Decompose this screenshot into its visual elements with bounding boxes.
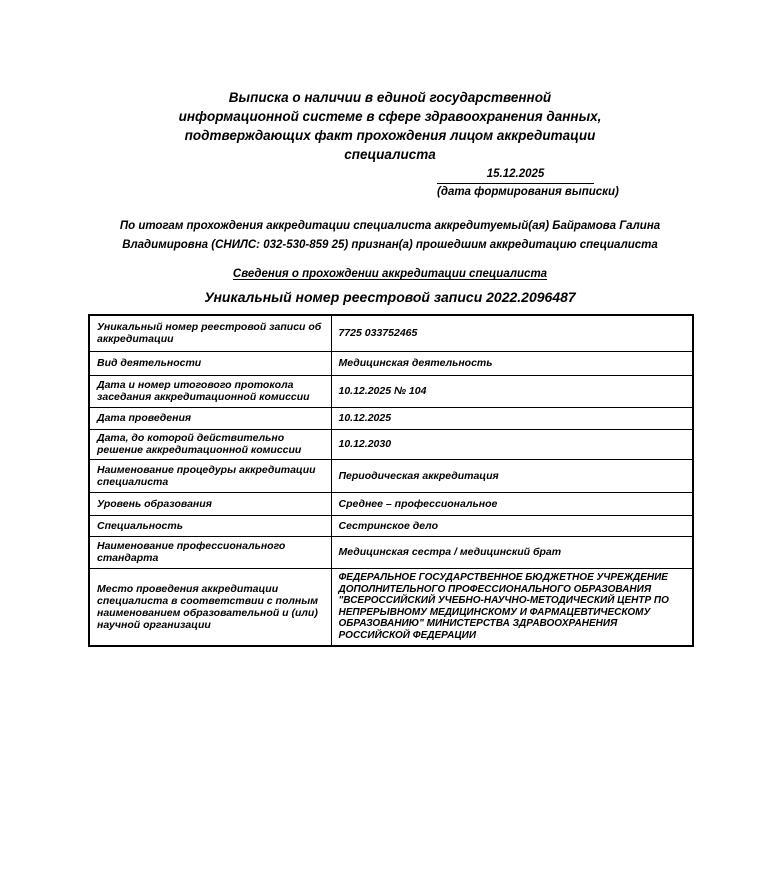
- row-value: 7725 033752465: [331, 315, 693, 351]
- row-label: Наименование процедуры аккредитации специалиста: [89, 459, 331, 492]
- table-row: [89, 407, 693, 429]
- extract-date-block: [437, 168, 619, 198]
- document-title: Выписка о наличии в единой государственной информационной системе в сфере здравоохранения данных, подтверждающих факт прохождения лицом аккредитации специалиста: [178, 90, 602, 162]
- table-row: [89, 568, 693, 646]
- row-label: Уровень образования: [89, 492, 331, 515]
- registry-number-heading: Уникальный номер реестровой записи 2022.2096487: [204, 289, 576, 305]
- row-label: Наименование профессионального стандарта: [89, 536, 331, 568]
- row-value: 10.12.2025: [331, 407, 693, 429]
- row-label: Место проведения аккредитации специалиста в соответствии с полным наименованием образовательной и (или) научной организации: [89, 568, 331, 646]
- row-value: Периодическая аккредитация: [331, 459, 693, 492]
- row-value: Медицинская сестра / медицинский брат: [331, 536, 693, 568]
- accreditation-table: [88, 314, 694, 647]
- row-value: Сестринское дело: [331, 515, 693, 536]
- table-row: [89, 351, 693, 375]
- row-value: Среднее – профессиональное: [331, 492, 693, 515]
- row-label: Дата, до которой действительно решение аккредитационной комиссии: [89, 429, 331, 459]
- table-row: [89, 459, 693, 492]
- section-subtitle: Сведения о прохождении аккредитации специалиста: [232, 268, 548, 280]
- row-label: Вид деятельности: [89, 351, 331, 375]
- table-row: [89, 429, 693, 459]
- table-row: [89, 375, 693, 407]
- row-value: Медицинская деятельность: [331, 351, 693, 375]
- table-row: [89, 515, 693, 536]
- extract-date: 15.12.2025: [437, 168, 594, 184]
- row-label: Дата проведения: [89, 407, 331, 429]
- table-row: [89, 315, 693, 351]
- row-value: 10.12.2025 № 104: [331, 375, 693, 407]
- row-label: Уникальный номер реестровой записи об аккредитации: [89, 315, 331, 351]
- table-row: [89, 536, 693, 568]
- row-label: Дата и номер итогового протокола заседания аккредитационной комиссии: [89, 375, 331, 407]
- table-row: [89, 492, 693, 515]
- row-label: Специальность: [89, 515, 331, 536]
- row-value: 10.12.2030: [331, 429, 693, 459]
- row-value: ФЕДЕРАЛЬНОЕ ГОСУДАРСТВЕННОЕ БЮДЖЕТНОЕ УЧРЕЖДЕНИЕ ДОПОЛНИТЕЛЬНОГО ПРОФЕССИОНАЛЬНОГО ОБРАЗОВАНИЯ "ВСЕРОССИЙСКИЙ УЧЕБНО-НАУЧНО-МЕТОДИЧЕСКИЙ ЦЕНТР ПО НЕПРЕРЫВНОМУ МЕДИЦИНСКОМУ И ФАРМАЦЕВТИЧЕСКОМУ ОБРАЗОВАНИЮ" МИНИСТЕРСТВА ЗДРАВООХРАНЕНИЯ РОССИЙСКОЙ ФЕДЕРАЦИИ: [331, 568, 693, 646]
- extract-date-caption: (дата формирования выписки): [437, 186, 619, 198]
- intro-paragraph: По итогам прохождения аккредитации специалиста аккредитуемый(ая) Байрамова Галина Владимировна (СНИЛС: 032-530-859 25) признан(а) прошедшим аккредитацию специалиста: [119, 220, 661, 251]
